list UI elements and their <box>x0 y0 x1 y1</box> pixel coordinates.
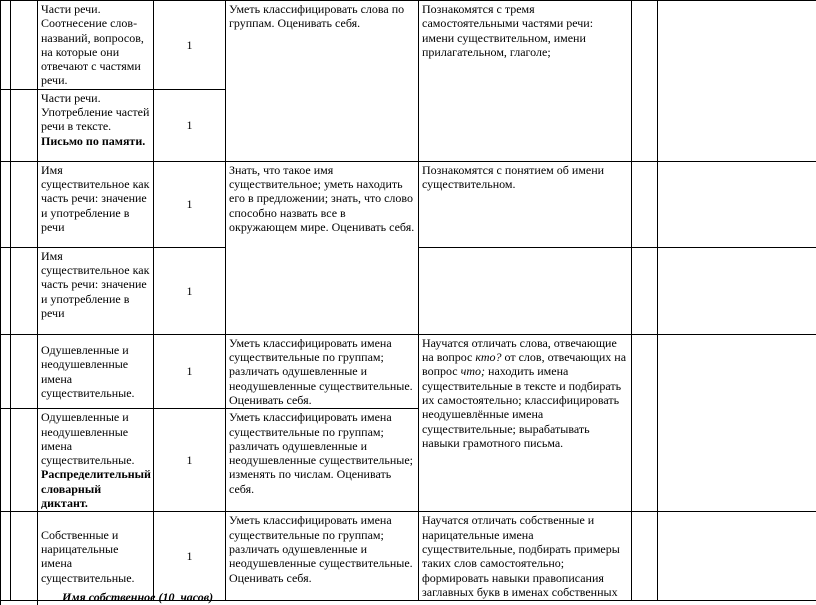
number-cell <box>11 89 38 161</box>
extra-cell <box>632 247 658 334</box>
row-marker-cell <box>1 1 11 90</box>
number-cell <box>11 409 38 512</box>
table-row <box>1 1 816 90</box>
row-marker-cell <box>1 334 11 408</box>
results-text: Научатся отличать собственные и нарицательные имена существительные, подбирать примеры таких слов самостоятельно; формировать навыки правописания заглавных букв в именах собственных <box>422 513 620 599</box>
lesson-topic-text: Имя существительное как часть речи: значение и употребление в речи <box>41 162 150 234</box>
lesson-topic-text: Имя существительное как часть речи: значение и употребление в речи <box>41 248 150 320</box>
lesson-activity-text: Письмо по памяти. <box>41 133 146 148</box>
number-cell <box>11 334 38 408</box>
skills-text: Уметь классифицировать имена существительные по группам; различать одушевленные и неодушевленные существительные. Оценивать себя. <box>229 335 413 407</box>
skills-cell <box>226 161 419 334</box>
results-part-italic: что; <box>460 364 486 379</box>
lesson-topic-text: Одушевленные и неодушевленные имена существительные. <box>41 410 135 468</box>
skills-text: Уметь классифицировать слова по группам. Оценивать себя. <box>229 2 405 31</box>
lesson-topic-text: Части речи. Соотнесение слов-названий, вопросов, на которые они отвечают с частями речи. <box>41 2 144 88</box>
skills-text: Уметь классифицировать имена существительные по группам; различать одушевленные и неодушевленные существительные; изменять по числам. Оценивать себя. <box>229 410 413 496</box>
hours-value: 1 <box>186 118 193 133</box>
lesson-topic-cell <box>38 247 154 334</box>
skills-cell <box>226 334 419 408</box>
hours-value: 1 <box>186 453 193 468</box>
section-title: Имя собственное (10 часов) <box>62 590 214 604</box>
table-row <box>1 334 816 408</box>
hours-cell <box>154 161 226 247</box>
results-part-italic: кто? <box>475 350 502 365</box>
lesson-topic-text: Части речи. Употребление частей речи в тексте. <box>41 90 150 134</box>
skills-text: Уметь классифицировать имена существительные по группам; различать одушевленные и неодушевленные существительные. Оценивать себя. <box>229 513 413 585</box>
lesson-topic-cell <box>38 1 154 90</box>
number-cell <box>11 247 38 334</box>
row-border-number <box>37 588 38 605</box>
row-border-left <box>0 588 1 605</box>
row-marker-cell <box>1 409 11 512</box>
results-cell <box>419 161 632 247</box>
results-text: Познакомятся с тремя самостоятельными частями речи: имени существительном, имени прилагательном, глаголе; <box>422 2 594 59</box>
lesson-activity-text: Распределительный словарный диктант. <box>41 467 151 511</box>
extra-cell <box>632 161 658 247</box>
hours-cell <box>154 247 226 334</box>
row-marker-cell <box>1 247 11 334</box>
results-cell <box>419 334 632 512</box>
hours-cell <box>154 1 226 90</box>
section-header-row <box>0 588 816 605</box>
table-row <box>1 161 816 247</box>
hours-cell <box>154 89 226 161</box>
notes-cell <box>658 161 816 247</box>
extra-cell <box>632 334 658 512</box>
lesson-topic-cell <box>38 89 154 161</box>
hours-value: 1 <box>186 549 193 564</box>
results-cell <box>419 247 632 334</box>
hours-value: 1 <box>186 37 193 52</box>
skills-cell <box>226 409 419 512</box>
notes-cell <box>658 247 816 334</box>
notes-cell <box>658 1 816 162</box>
hours-value: 1 <box>186 197 193 212</box>
lesson-topic-cell <box>38 409 154 512</box>
hours-value: 1 <box>186 364 193 379</box>
hours-cell <box>154 409 226 512</box>
skills-text: Знать, что такое имя существительное; уметь находить его в предложении; знать, что слово способно назвать все в окружающем мире. Оценивать себя. <box>229 162 415 234</box>
hours-value: 1 <box>186 283 193 298</box>
results-cell <box>419 1 632 162</box>
extra-cell <box>632 1 658 162</box>
row-marker-cell <box>1 89 11 161</box>
notes-cell <box>658 334 816 512</box>
lesson-topic-text: Собственные и нарицательные имена существительные. <box>41 527 135 585</box>
results-part: от слов, отвечающих на вопрос <box>422 350 627 379</box>
number-cell <box>11 1 38 90</box>
row-marker-cell <box>1 161 11 247</box>
hours-cell <box>154 334 226 408</box>
results-part: Научатся отличать слова, отвечающие на вопрос <box>422 335 617 365</box>
number-cell <box>11 161 38 247</box>
lesson-topic-text: Одушевленные и неодушевленные имена существительные. <box>41 342 135 400</box>
skills-cell <box>226 1 419 162</box>
results-part: находить имена существительные в тексте и подбирать их самостоятельно; классифицировать неодушевлённые имена существительные; вырабатывать навыки грамотного письма. <box>422 364 622 450</box>
results-text: Познакомятся с понятием об имени существительном. <box>422 162 605 192</box>
lesson-topic-cell <box>38 334 154 408</box>
lesson-topic-cell <box>38 161 154 247</box>
